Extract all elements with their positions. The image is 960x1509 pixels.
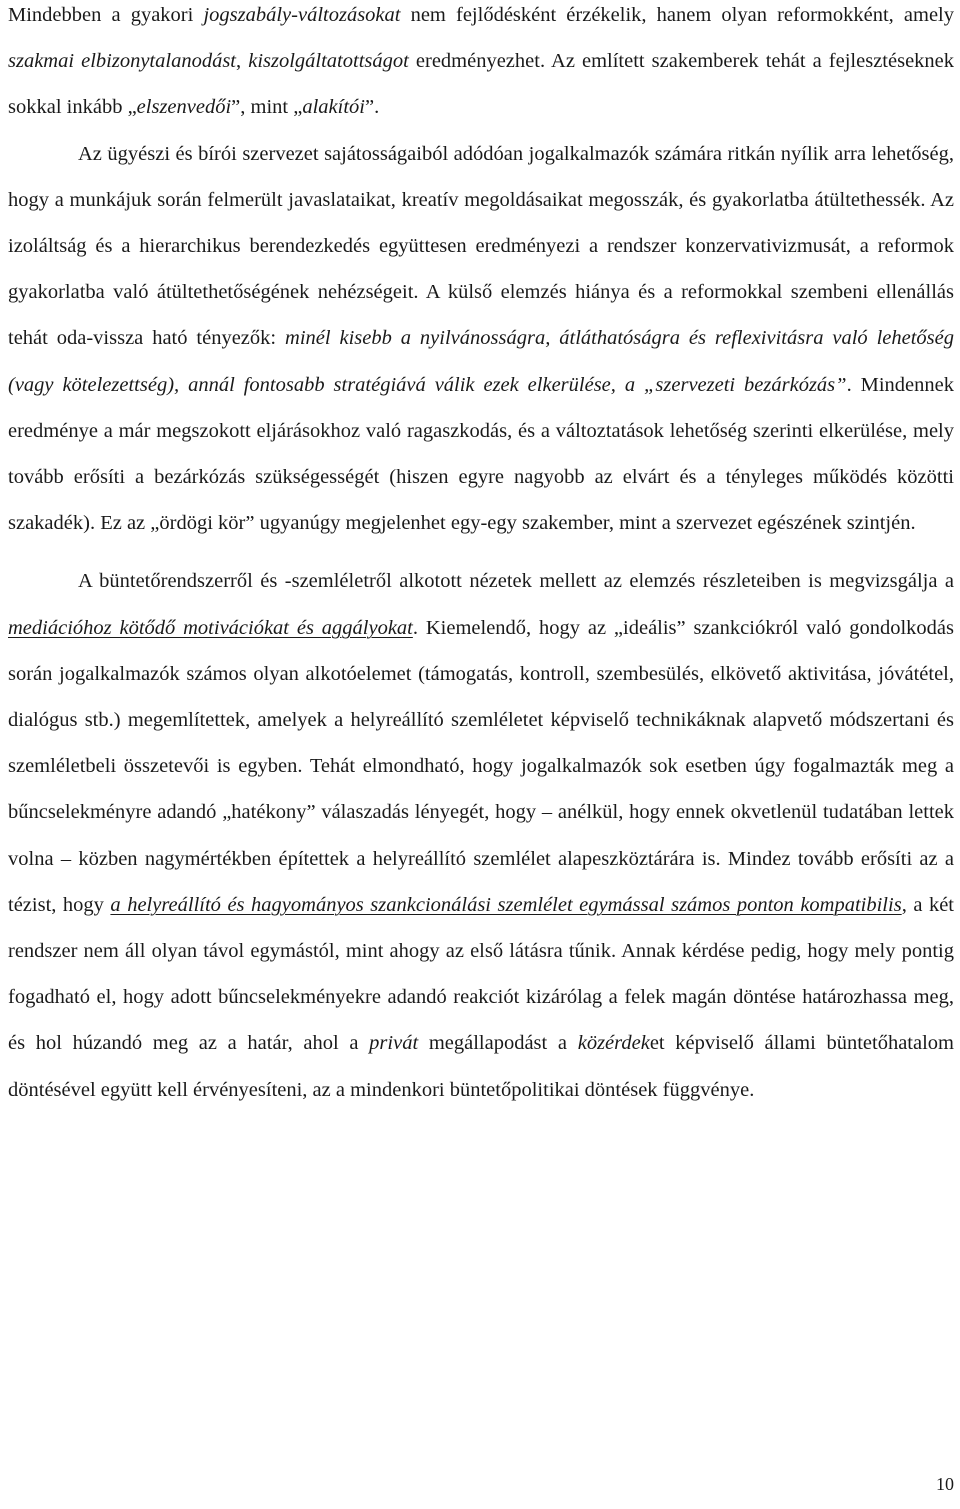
text-run: nem fejlődésként érzékelik, hanem olyan reformokként, amely	[400, 4, 954, 26]
paragraph-1	[8, 0, 954, 131]
italic-run: elszenvedői	[136, 96, 232, 119]
document-page	[8, 0, 954, 1113]
text-run: Mindebben a gyakori	[8, 4, 204, 26]
italic-run: alakítói	[302, 96, 365, 119]
text-run: et képviselő állami büntetőhatalom döntésével együtt kell érvényesíteni, az a mindenkori büntetőpolitikai döntések függvénye.	[8, 1032, 954, 1101]
text-run: ,	[236, 50, 249, 73]
paragraph-2	[8, 131, 954, 547]
italic-underlined-run: a helyreállító és hagyományos szankcionálási szemlélet egymással számos ponton kompatibilis	[110, 893, 902, 916]
text-run: megállapodást a	[418, 1032, 578, 1055]
page-number: 10	[936, 1474, 954, 1494]
italic-run: kiszolgáltatottságot	[248, 50, 409, 73]
italic-run: privát	[369, 1032, 419, 1055]
text-run: Az ügyészi és bírói szervezet sajátosságaiból adódóan jogalkalmazók számára ritkán nyílik arra lehetőség, hogy a munkájuk során felmerült javaslataikat, kreatív megoldásaikat megosszák, és gyakorlatba átültethessék. Az izoláltság és a hierarchikus berendezkedés együttesen eredményezi a rendszer konzervativizmusát, a reformok gyakorlatba való átültethetőségének nehézségeit. A külső elemzés hiánya és a reformokkal szembeni ellenállás tehát oda-vissza ható tényezők:	[8, 142, 954, 350]
text-run: . Kiemelendő, hogy az „ideális” szankciókról való gondolkodás során jogalkalmazók számos olyan alkotóelemet (támogatás, kontroll, szembesülés, elkövető aktivitása, jóvátétel, dialógus stb.) megemlítettek, amelyek a helyreállító szemléletet képviselő technikáknak alapvető módszertani és szemléletbeli összetevői is egyben. Tehát elmondható, hogy jogalkalmazók sok esetben úgy fogalmazták meg a bűncselekményre adandó „hatékony” válaszadás lényegét, hogy – anélkül, hogy ennek okvetlenül tudatában lettek volna – közben nagymértékben építettek a helyreállító szemlélet alapeszköztárára is. Mindez tovább erősíti az a tézist, hogy	[8, 616, 954, 916]
text-run: , a két rendszer nem áll olyan távol egymástól, mint ahogy az első látásra tűnik. Annak kérdése pedig, hogy mely pontig fogadható el, hogy adott bűncselekményekre adandó reakciót kizárólag a felek magán döntése határozhassa meg, és hol húzandó meg az a határ, ahol a	[8, 893, 954, 1055]
text-run: ”.	[364, 96, 380, 119]
text-run: eredményezhet. Az említett szakemberek tehát a fejlesztéseknek sokkal inkább „	[8, 50, 955, 119]
italic-run: jogszabály-változásokat	[203, 4, 401, 26]
italic-run: minél kisebb a nyilvánosságra, átláthatóságra és reflexivitásra való lehetőség (vagy kötelezettség), annál fontosabb stratégiává válik ezek elkerülése, a „szervezeti bezárkózás”	[8, 327, 954, 396]
paragraph-3	[8, 558, 954, 1112]
text-run: ”, mint „	[231, 96, 303, 119]
italic-run: közérdek	[577, 1032, 650, 1055]
italic-underlined-run: mediációhoz kötődő motivációkat és aggályokat	[8, 616, 413, 639]
text-run: . Mindennek eredménye a már megszokott eljárásokhoz való ragaszkodás, és a változtatások lehetőség szerinti elkerülése, mely tovább erősíti a bezárkózás szükségességét (hiszen egyre nagyobb az elvárt és a tényleges működés közötti szakadék). Ez az „ördögi kör” ugyanúgy megjelenhet egy-egy szakember, mint a szervezet egészének szintjén.	[8, 373, 954, 535]
italic-run: szakmai elbizonytalanodást	[8, 50, 237, 73]
text-run: A büntetőrendszerről és -szemléletről alkotott nézetek mellett az elemzés részleteiben is megvizsgálja a	[78, 570, 954, 593]
